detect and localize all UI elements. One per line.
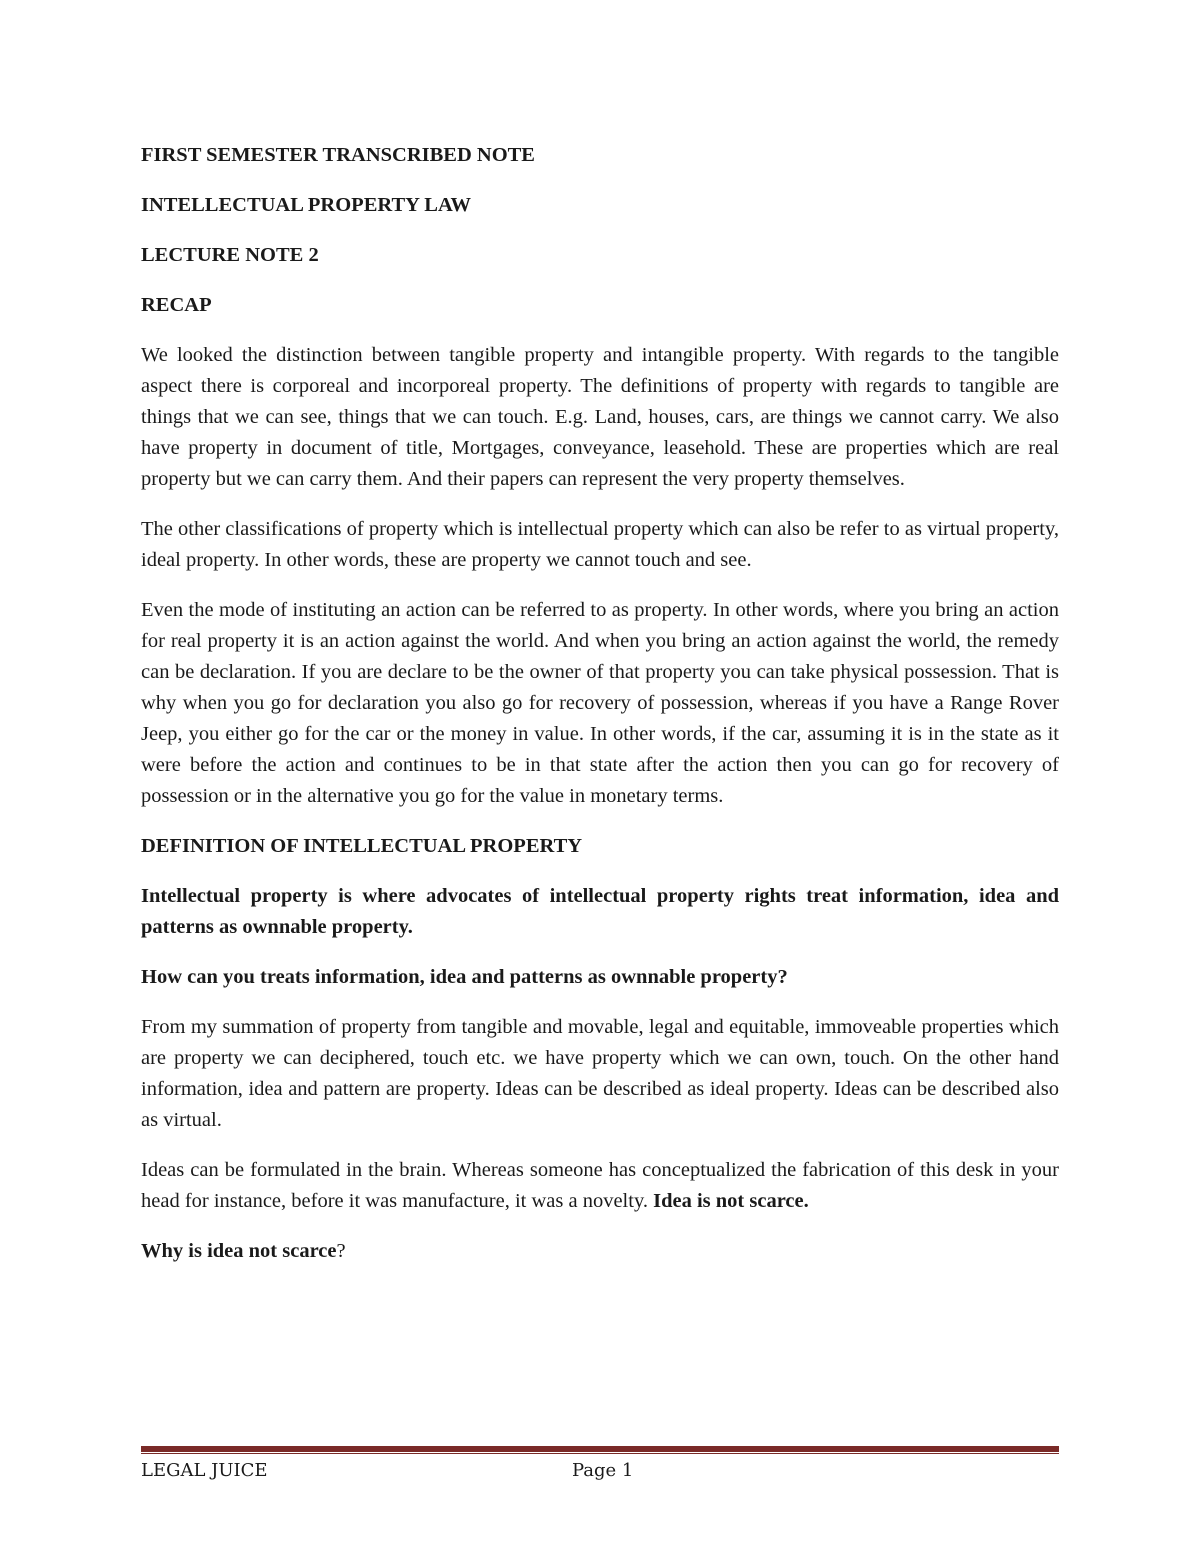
recap-paragraph-3: Even the mode of instituting an action can be referred to as property. In other words, where you bring an action for real property it is an action against the world. And when you bring an action against the world, the remedy can be declaration. If you are declare to be the owner of that property you can take physical possession. That is why when you go for declaration you also go for recovery of possession, whereas if you have a Range Rover Jeep, you either go for the car or the money in value. In other words, if the car, assuming it is in the state as it were before the action and continues to be in that state after the action then you can go for recovery of possession or in the alternative you go for the value in monetary terms. bbox=[141, 599, 1059, 807]
recap-paragraph-2: The other classifications of property which is intellectual property which can also be refer to as virtual property, ideal property. In other words, these are property we cannot touch and see. bbox=[141, 518, 1059, 571]
definition-statement: Intellectual property is where advocates of intellectual property rights treat information, idea and patterns as ownnable property. bbox=[141, 885, 1059, 938]
ideas-paragraph-text: Ideas can be formulated in the brain. Whereas someone has conceptualized the fabrication of this desk in your head for instance, before it was manufacture, it was a novelty. bbox=[141, 1159, 1059, 1212]
lecture-title: LECTURE NOTE 2 bbox=[141, 244, 319, 266]
ideas-paragraph bbox=[141, 1155, 1059, 1217]
document-body bbox=[141, 140, 1059, 1286]
footer-rule-thin bbox=[141, 1453, 1059, 1454]
ideas-paragraph-bold: Idea is not scarce. bbox=[653, 1190, 809, 1212]
definition-heading: DEFINITION OF INTELLECTUAL PROPERTY bbox=[141, 835, 583, 857]
question-2 bbox=[141, 1236, 1059, 1267]
page-number: Page 1 bbox=[572, 1460, 634, 1481]
course-title: INTELLECTUAL PROPERTY LAW bbox=[141, 194, 472, 216]
question-2-bold: Why is idea not scarce bbox=[141, 1240, 337, 1262]
answer-paragraph: From my summation of property from tangible and movable, legal and equitable, immoveable properties which are property we can deciphered, touch etc. we have property which we can own, touch. On the other hand information, idea and pattern are property. Ideas can be described as ideal property. Ideas can be described also as virtual. bbox=[141, 1016, 1059, 1131]
footer-rule bbox=[141, 1446, 1059, 1452]
recap-heading: RECAP bbox=[141, 294, 212, 316]
recap-paragraph-1: We looked the distinction between tangible property and intangible property. With regards to the tangible aspect there is corporeal and incorporeal property. The definitions of property with regards to tangible are things that we can see, things that we can touch. E.g. Land, houses, cars, are things we cannot carry. We also have property in document of title, Mortgages, conveyance, leasehold. These are properties which are real property but we can carry them. And their papers can represent the very property themselves. bbox=[141, 344, 1059, 490]
question-2-tail: ? bbox=[336, 1240, 346, 1262]
footer-left-text: LEGAL JUICE bbox=[141, 1460, 268, 1481]
document-title: FIRST SEMESTER TRANSCRIBED NOTE bbox=[141, 144, 535, 166]
question-1: How can you treats information, idea and patterns as ownnable property? bbox=[141, 966, 788, 988]
